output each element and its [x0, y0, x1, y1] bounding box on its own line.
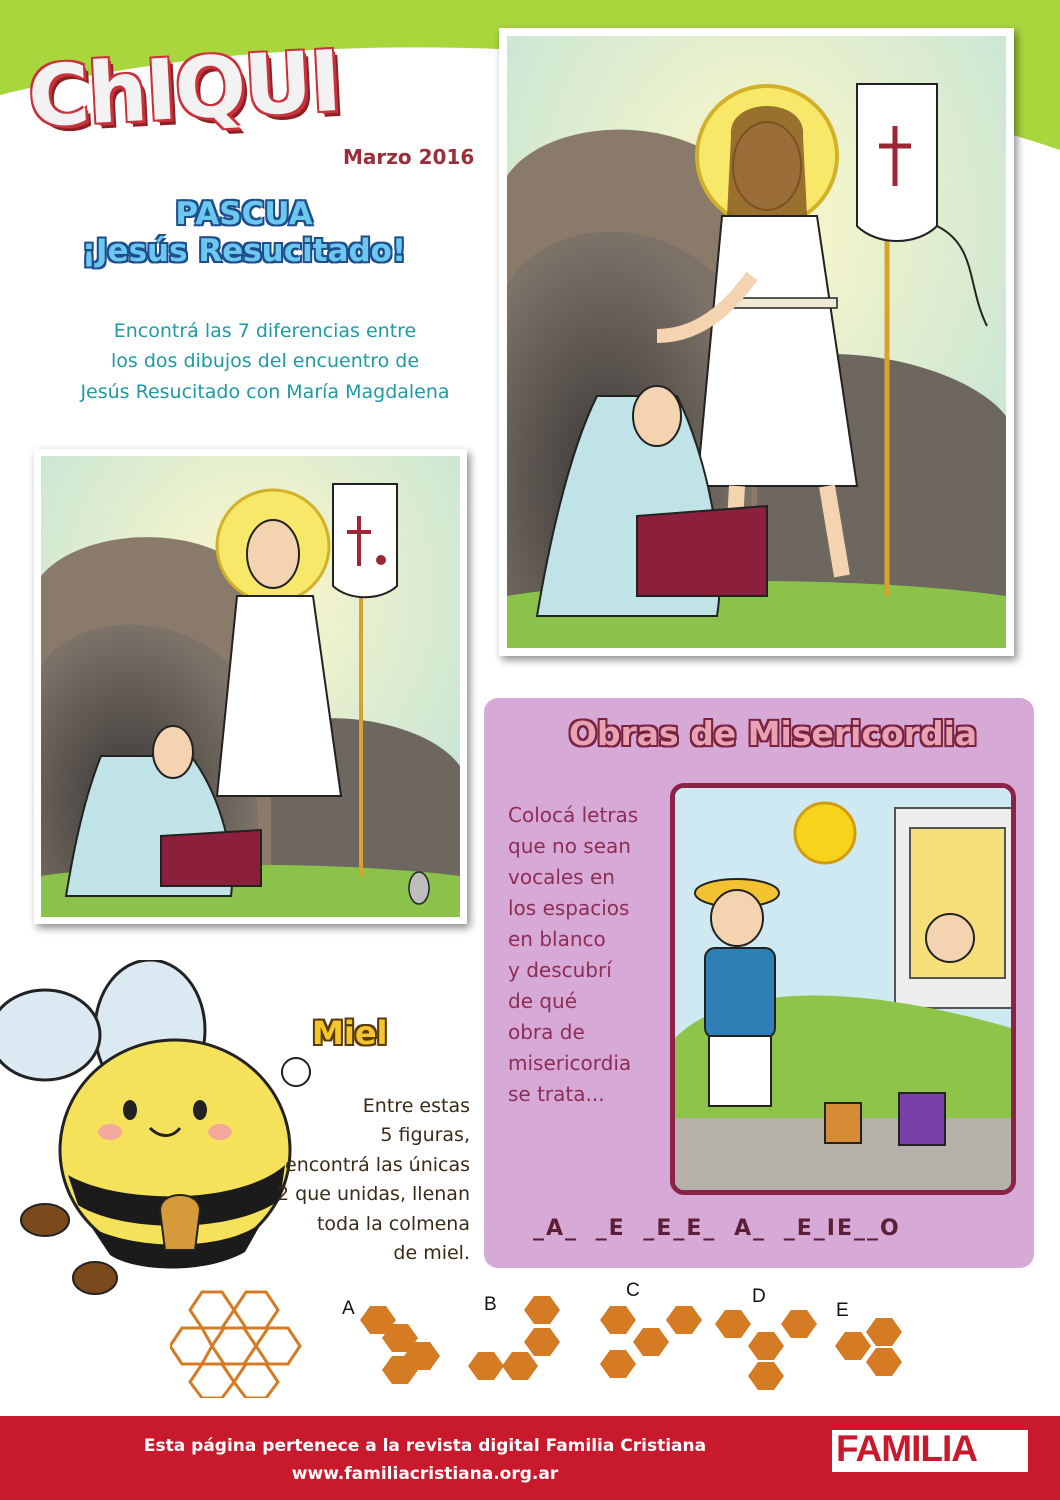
piece-a — [360, 1306, 440, 1384]
obras-instructions — [508, 800, 668, 1110]
piece-e — [835, 1318, 902, 1376]
empty-honeycomb — [170, 1292, 300, 1398]
resurrection-scene-small — [41, 456, 460, 917]
miel-line: toda la colmena — [316, 1212, 470, 1235]
miel-line: encontrá las únicas — [285, 1153, 470, 1176]
instruction-line: misericordia — [508, 1051, 632, 1075]
instruction-line: los espacios — [508, 896, 630, 920]
pascua-title — [0, 196, 488, 269]
miel-instructions — [232, 1092, 470, 1269]
obras-title: Obras de Misericordia — [568, 714, 978, 753]
piece-label-b: B — [484, 1294, 497, 1315]
intro-line: Jesús Resucitado con María Magdalena — [80, 380, 450, 403]
intro-line: los dos dibujos del encuentro de — [110, 350, 420, 373]
obras-answer-puzzle: _A_ _E _E_E_ A_ _E_IE__O — [533, 1216, 901, 1241]
miel-line: 2 que unidas, llenan — [277, 1183, 470, 1206]
instruction-line: y descubrí — [508, 958, 612, 982]
miel-line: de miel. — [393, 1242, 470, 1265]
miel-line: 5 figuras, — [380, 1124, 470, 1147]
instruction-line: que no sean — [508, 834, 631, 858]
miel-line: Entre estas — [362, 1095, 470, 1117]
pascua-title-line2: ¡Jesús Resucitado! — [81, 232, 407, 269]
piece-label-e: E — [836, 1300, 849, 1321]
instruction-line: en blanco — [508, 927, 606, 951]
piece-b — [468, 1296, 560, 1380]
piece-label-a: A — [342, 1298, 355, 1319]
footer-credit: Esta página pertenece a la revista digital Familia Cristiana — [143, 1436, 707, 1456]
chiqui-logo — [25, 31, 348, 150]
farmer-scene — [675, 788, 1011, 1190]
pascua-intro — [40, 316, 490, 407]
honeycomb-pieces — [170, 1280, 930, 1398]
instruction-line: de qué — [508, 989, 578, 1013]
piece-label-d: D — [752, 1286, 766, 1307]
illustration-original — [499, 28, 1014, 656]
instruction-line: se trata... — [508, 1082, 605, 1106]
pascua-title-line1: PASCUA — [175, 196, 313, 232]
instruction-line: obra de — [508, 1020, 585, 1044]
illustration-differences — [34, 449, 467, 924]
obras-illustration — [670, 783, 1016, 1195]
intro-line: Encontrá las 7 diferencias entre — [113, 320, 417, 342]
miel-title: Miel — [312, 1014, 388, 1052]
instruction-line: Colocá letras — [508, 803, 639, 827]
piece-d — [715, 1310, 817, 1390]
piece-label-c: C — [626, 1280, 640, 1301]
footer-url[interactable]: www.familiacristiana.org.ar — [291, 1464, 559, 1484]
issue-date: Marzo 2016 — [343, 145, 475, 169]
piece-c — [600, 1306, 702, 1378]
familia-logo-text: FAMILIA — [836, 1428, 977, 1469]
honeycomb-puzzle — [170, 1280, 930, 1398]
instruction-line: vocales en — [508, 865, 615, 889]
logo-text: ChIQUI — [25, 31, 342, 147]
resurrection-scene-large — [507, 36, 1006, 648]
